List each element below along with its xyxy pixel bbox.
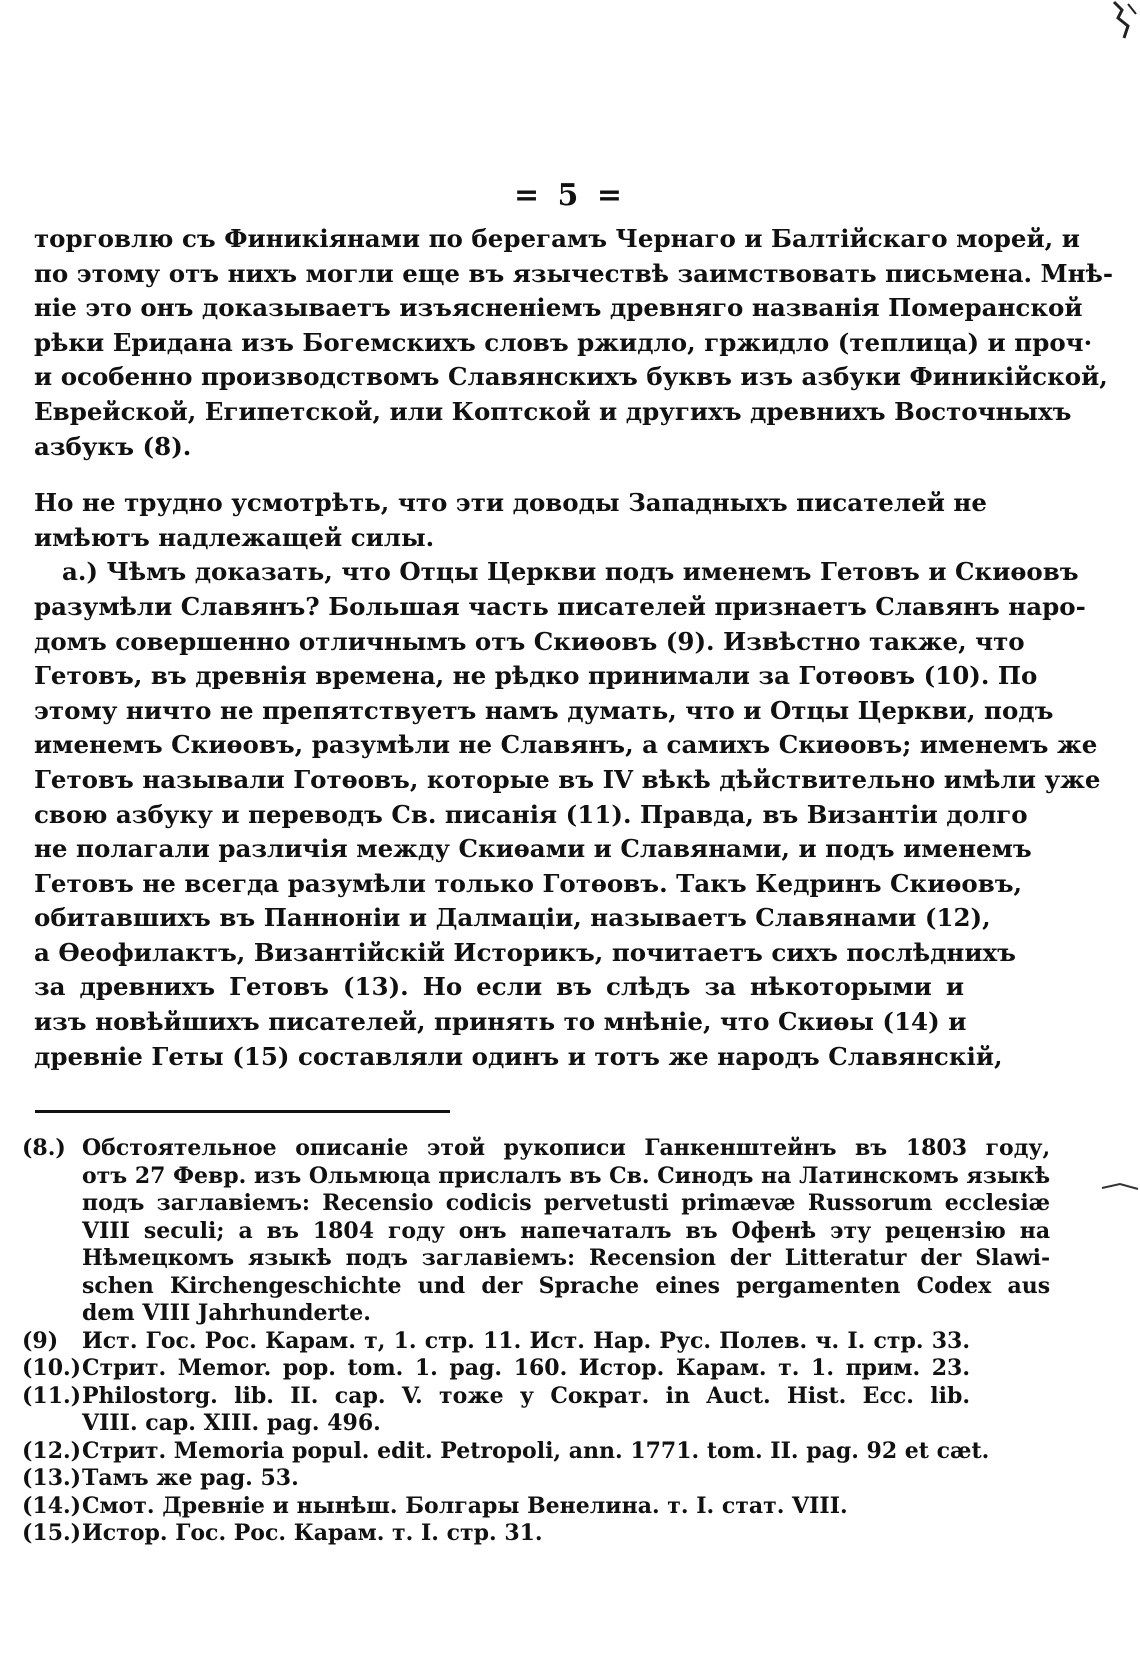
text-line: Еврейской, Египетской, или Коптской и другихъ древнихъ Восточныхъ xyxy=(34,396,1072,426)
text-line: свою азбуку и переводъ Св. писанія (11). Правда, въ Византіи долго xyxy=(34,799,1028,829)
footnote-number: (9) xyxy=(22,1327,59,1354)
footnote-9 xyxy=(22,1328,970,1356)
text-line: не полагали различія между Скиѳами и Славянами, и подъ именемъ xyxy=(34,834,1032,864)
body-text xyxy=(34,222,1113,1074)
footnote-line: Ист. Гос. Рос. Карам. т, 1. стр. 11. Ист. Нар. Рус. Полев. ч. I. стр. 33. xyxy=(82,1327,970,1354)
text-line: рѣки Еридана изъ Богемскихъ словъ ржидло, гржидло (теплица) и проч· xyxy=(34,327,1093,357)
text-line: Гетовъ называли Готѳовъ, которые въ IV вѣкѣ дѣйствительно имѣли уже xyxy=(34,764,1101,794)
footnote-12 xyxy=(22,1437,990,1466)
scan-artifact-mark xyxy=(1100,1180,1140,1194)
footnote-number: (11.) xyxy=(22,1382,82,1409)
text-line: а.) Чѣмъ доказать, что Отцы Церкви подъ именемъ Гетовъ и Скиѳовъ xyxy=(62,557,1079,587)
paragraph-2 xyxy=(34,486,987,555)
text-line: торговлю съ Финикіянами по берегамъ Чернаго и Балтійскаго морей, и xyxy=(34,224,1080,253)
text-line: изъ новѣйшихъ писателей, принять то мнѣніе, что Скиѳы (14) и xyxy=(34,1007,967,1037)
paragraph-1 xyxy=(34,222,1113,464)
text-line: Но не трудно усмотрѣть, что эти доводы Западныхъ писателей не xyxy=(34,488,987,518)
footnote-line: Смот. Древніе и нынѣш. Болгары Венелина. т. I. стат. VIII. xyxy=(82,1492,848,1519)
footnote-10 xyxy=(22,1355,970,1383)
footnote-number: (10.) xyxy=(22,1355,82,1381)
page-number: = 5 = xyxy=(513,178,627,213)
footnote-11 xyxy=(22,1383,970,1438)
footnote-divider xyxy=(35,1110,450,1113)
text-line: разумѣли Славянъ? Большая часть писателей признаетъ Славянъ наро- xyxy=(34,591,1086,621)
text-line: по этому отъ нихъ могли еще въ язычествѣ заимствовать письмена. Мнѣ- xyxy=(34,258,1113,288)
text-line: Гетовъ не всегда разумѣли только Готѳовъ. Такъ Кедринъ Скиѳовъ, xyxy=(34,868,1023,898)
footnote-line: Philostorg. lib. II. cap. V. тоже у Сократ. in Auct. Hist. Ecc. lib. xyxy=(82,1382,970,1409)
footnote-line: Обстоятельное описаніе этой рукописи Ганкенштейнъ въ 1803 году, xyxy=(82,1135,1051,1161)
footnote-13 xyxy=(22,1465,970,1493)
footnote-15 xyxy=(22,1520,970,1548)
footnote-line: schen Kirchengeschichte und der Sprache eines pergamenten Codex aus xyxy=(82,1272,1051,1299)
footnote-number: (15.) xyxy=(22,1520,82,1546)
footnote-line: Нѣмецкомъ языкѣ подъ заглавіемъ: Recension der Litteratur der Slawi- xyxy=(82,1245,1051,1271)
text-line: именемъ Скиѳовъ, разумѣли не Славянъ, а самихъ Скиѳовъ; именемъ же xyxy=(34,730,1098,760)
footnote-line: Тамъ же pag. 53. xyxy=(82,1465,299,1491)
text-line: и особенно производствомъ Славянскихъ буквъ изъ азбуки Финикійской, xyxy=(34,362,1108,392)
text-line: домъ совершенно отличнымъ отъ Скиѳовъ (9). Извѣстно также, что xyxy=(34,626,1025,656)
footnote-line: Истор. Гос. Рос. Карам. т. I. стр. 31. xyxy=(82,1520,543,1546)
text-line: имѣютъ надлежащей силы. xyxy=(34,522,435,552)
text-line: за древнихъ Гетовъ (13). Но если въ слѣдъ за нѣкоторыми и xyxy=(34,972,964,1002)
footnote-line: VIII. cap. XIII. pag. 496. xyxy=(82,1410,381,1436)
text-line: Гетовъ, въ древнія времена, не рѣдко принимали за Готѳовъ (10). По xyxy=(34,661,1038,691)
text-line: ніе это онъ доказываетъ изъясненіемъ древняго названія Померанской xyxy=(34,293,1083,323)
footnote-number: (8.) xyxy=(22,1135,66,1161)
text-line: этому ничто не препятствуетъ намъ думать, что и Отцы Церкви, подъ xyxy=(34,695,1054,725)
footnote-line: VIII seculi; а въ 1804 году онъ напечаталъ въ Офенѣ эту рецензію на xyxy=(82,1217,1051,1244)
footnote-line: Стрит. Memor. pop. tom. 1. pag. 160. Истор. Карам. т. 1. прим. 23. xyxy=(82,1355,970,1381)
text-line: обитавшихъ въ Панноніи и Далмаціи, называетъ Славянами (12), xyxy=(34,903,991,933)
text-line: а Ѳеофилактъ, Византійскій Историкъ, почитаетъ сихъ послѣднихъ xyxy=(34,937,1016,967)
text-line: азбукъ (8). xyxy=(34,431,192,461)
footnote-number: (13.) xyxy=(22,1465,82,1491)
footnote-14 xyxy=(22,1493,970,1521)
footnote-8 xyxy=(22,1135,1051,1328)
paragraph-3 xyxy=(34,555,1101,1074)
footnote-number: (14.) xyxy=(22,1492,82,1519)
footnote-line: отъ 27 Февр. изъ Ольмюца прислалъ въ Св. Синодъ на Латинскомъ языкѣ xyxy=(82,1162,1051,1189)
footnote-line: подъ заглавіемъ: Recensio codicis pervetusti primævæ Russorum ecclesiæ xyxy=(82,1190,1051,1216)
footnotes xyxy=(22,1135,1051,1548)
scan-artifact-mark xyxy=(1110,0,1140,42)
footnote-line: Стрит. Memoria popul. edit. Petropoli, ann. 1771. tom. II. pag. 92 et cæt. xyxy=(82,1437,990,1464)
footnote-number: (12.) xyxy=(22,1437,82,1464)
footnote-line: dem VIII Jahrhunderte. xyxy=(82,1300,371,1326)
text-line: древніе Геты (15) составляли одинъ и тотъ же народъ Славянскій, xyxy=(34,1041,1003,1071)
